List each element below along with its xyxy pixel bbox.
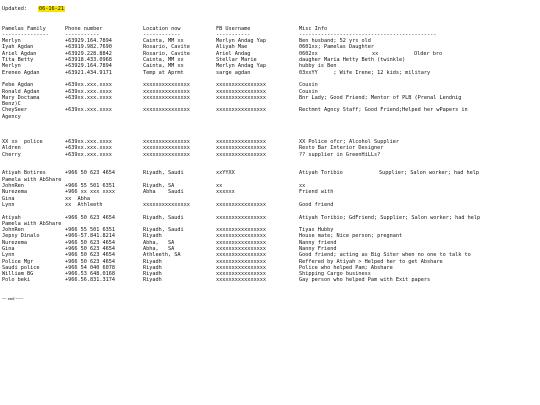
cell-phone: +63929.164.7894 [65,63,112,70]
cell-family: Merlyn [2,38,21,45]
divider-misc-info: -------------------------------------------- [299,31,437,38]
cell-fb-username: xxxxxxxxxxxxxxxx [216,239,266,246]
cell-misc-info: XX Police ofcr; Alcohol Supplier [299,138,399,145]
cell-family: JohnRen [2,183,24,190]
divider-phone: ----------- [65,31,100,38]
cell-phone: +966-57.841.8214 [65,233,115,240]
cell-phone: +639xx.xxx.xxxx [65,107,112,114]
cell-misc-info: Friend with [299,189,334,196]
cell-phone: +639xx.xxx.xxxx [65,82,112,89]
cell-misc-info: Resto Bar Interior Designer [299,145,384,152]
cell-location: Abha, SA [143,239,175,246]
updated-date-highlight: 06-16-21 [39,6,64,12]
cell-fb-username: xxxxxxxxxxxxxxxx [216,88,266,95]
cell-misc-info: Police who helped Pam; Abshare [299,264,393,271]
header-misc-info: Misc Info [299,25,328,32]
cell-family: Atiyah [2,214,21,221]
cell-phone: xx Abha [65,195,90,202]
cell-location: Rosario, Cavite [143,44,190,51]
cell-family: Merlyn [2,63,21,70]
cell-location: Riyadh, Saudi [143,214,184,221]
cell-misc-info: 0602xx [299,50,318,57]
cell-misc-info: Tiyas Hubby [299,227,334,234]
cell-fb-username: xxxxxxxxxxxxxxxx [216,277,266,284]
cell-family: Lynn [2,252,15,259]
cell-family: Jepsy Dinalo [2,233,40,240]
cell-phone: +63921.434.9171 [65,69,112,76]
cell-misc-info: Cousin [299,82,318,89]
cell-fb-username: xxxxxxxxxxxxxxxx [216,227,266,234]
cell-location: Riyadh [143,233,162,240]
cell-location: xxxxxxxxxxxxxxx [143,107,190,114]
cell-location: Riyadh [143,271,162,278]
cell-misc-info: daugher Maria Hetty Beth (twinkle) [299,57,406,64]
cell-family: Iyah Agdan [2,44,34,51]
cell-phone: +639xx.xxx.xxxx [65,145,112,152]
wrapped-text: Agency [2,113,21,120]
cell-misc-info: Rectmnt Agncy Staff; Good Friend;Helped her wPapers in [299,107,468,114]
wrapped-text: Pamela with AbShare [2,176,62,183]
cell-fb-username: Aliyah Mae [216,44,248,51]
cell-phone: +63929.228.8842 [65,50,112,57]
cell-location: Cainta, MM xx [143,38,184,45]
table-row [2,202,538,208]
cell-phone: +639xx.xxx.xxxx [65,88,112,95]
cell-location: Cainta, MM xx [143,63,184,70]
cell-phone: +63918.433.0968 [65,57,112,64]
cell-phone: +966 50 623 4654 [65,170,115,177]
cell-fb-username: Merlyn Andag Yap [216,38,266,45]
cell-location: Riyadh [143,264,162,271]
cell-fb-username: xxxxxxxxxxxxxxxx [216,151,266,158]
cell-location: Temp at Aprmt [143,69,184,76]
cell-fb-username: Stellar Marie [216,57,257,64]
cell-misc-info: 03xxYY ; Wife Irene; 12 kids; military [299,69,431,76]
table-row [2,152,538,158]
cell-misc-extra: Supplier; Salon worker; had help [379,170,479,177]
cell-fb-username: xxxxxxxxxxxxxxxx [216,145,266,152]
cell-phone: +966 55 501 6351 [65,227,115,234]
cell-family: Aldren [2,145,21,152]
wrapped-line [2,114,538,120]
cell-phone: +966.56.831.3174 [65,277,115,284]
cell-location: xxxxxxxxxxxxxxx [143,88,190,95]
table-row [2,70,538,76]
cell-fb-username: xxxxxxxxxxxxxxxx [216,252,266,259]
cell-family: Mary Doctama [2,94,40,101]
cell-family: Atiyah Botires [2,170,46,177]
cell-fb-username: xxxxxxxxxxxxxxxx [216,138,266,145]
cell-fb-username: xxxxxxxxxxxxxxxx [216,214,266,221]
cell-fb-username: xxxxxxxxxxxxxxxx [216,271,266,278]
cell-location: Riyadh, SA [143,183,175,190]
cell-phone: +639xx.xxx.xxxx [65,94,112,101]
cell-misc-info: Good friend [299,201,334,208]
cell-location: Cainta, MM xx [143,57,184,64]
header-phone: Phone number [65,25,103,32]
cell-fb-username: Merlyn Andag Yap [216,63,266,70]
cell-phone: +966 54 040 6078 [65,264,115,271]
cell-family: Polo beki [2,277,31,284]
cell-fb-username: xxYYXX [216,170,235,177]
cell-misc-info: Bnr Lady; Good Friend; Mentor of PLB (Prenal Lendnig [299,94,462,101]
cell-family: Ronald Agdan [2,88,40,95]
cell-phone: +966 xx xxx xxxx [65,189,115,196]
cell-location: Abha, SA [143,245,175,252]
cell-misc-info: Gay person who helped Pam with Exit papers [299,277,431,284]
divider-location: ------------ [143,31,181,38]
cell-location: Riyadh, Saudi [143,170,184,177]
cell-misc-info: Atiyah Toribio; GdFriend; Supplier; Salon worker; had help [299,214,481,221]
cell-phone: +966 50 623 4654 [65,245,115,252]
cell-family: Nurezema [2,239,27,246]
cell-family: Febe Agdan [2,82,34,89]
cell-location: xxxxxxxxxxxxxxx [143,94,190,101]
cell-family: XX xx police [2,138,43,145]
cell-misc-info: Reffered by Atiyah > Helped her to get Abshare [299,258,443,265]
cell-fb-username: sarge agdan [216,69,251,76]
cell-phone: +966 50 623 4654 [65,258,115,265]
cell-misc-info: Nanny Friend [299,245,337,252]
cell-family: Nurezema [2,189,27,196]
cell-fb-username: xxxxxxxxxxxxxxxx [216,258,266,265]
cell-family: Gina [2,245,15,252]
end-marker: --- end ----- [2,296,24,302]
cell-phone: +966 55 501 6351 [65,183,115,190]
cell-location: xxxxxxxxxxxxxxx [143,82,190,89]
cell-phone: +966 50 623 4654 [65,252,115,259]
cell-fb-username: xxxxxxxxxxxxxxxx [216,245,266,252]
cell-phone: +63919.982.7690 [65,44,112,51]
cell-location: Abha Saudi [143,189,184,196]
cell-location: Riyadh [143,277,162,284]
cell-family: CheySeer [2,107,27,114]
cell-fb-username: xxxxxxxxxxxxxxxx [216,82,266,89]
cell-family: Ariel Agdan [2,50,37,57]
cell-location: Riyadh, Saudi [143,227,184,234]
cell-fb-username: xxxxxxxxxxxxxxxx [216,94,266,101]
header-family: Pamelas Family [2,25,46,32]
cell-fb-username: xxxxxxxxxxxxxxxx [216,107,266,114]
cell-misc-info: Nanny friend [299,239,337,246]
cell-location: Riyadh [143,258,162,265]
document-page [2,6,538,302]
cell-misc-info: Cousin [299,88,318,95]
cell-family: JohnRen [2,227,24,234]
cell-misc-info: Ben husband; 52 yrs old [299,38,371,45]
wrapped-text: Pamela with AbShare [2,220,62,227]
cell-phone: +639xx.xxx.xxxx [65,138,112,145]
cell-misc-info: xx [299,183,306,190]
cell-phone: +639xx.xxx.xxxx [65,151,112,158]
cell-misc-xx: xx [372,50,379,57]
cell-phone: +966.53 648.0168 [65,271,115,278]
cell-fb-username: xx [216,183,223,190]
cell-phone: xx Athleeth [65,201,103,208]
cell-misc-info: 0601xx; Pamelas Daughter [299,44,374,51]
cell-phone: +63929.164.7894 [65,38,112,45]
cell-phone: +966 50 623 4654 [65,239,115,246]
updated-label: Updated: [2,6,27,12]
cell-family: Cherry [2,151,21,158]
updated-line [2,6,538,13]
cell-misc-info: Good friend; acting as Big Siter when no one to talk to [299,252,471,259]
cell-fb-username: xxxxxxxxxxxxxxxx [216,264,266,271]
cell-family: Lynn [2,201,15,208]
cell-location: xxxxxxxxxxxxxxx [143,145,190,152]
cell-phone: +966 50 623 4654 [65,214,115,221]
divider-family: --------------- [2,31,49,38]
cell-family: Ereneo Agdan [2,69,40,76]
cell-location: Rosario, Cavite [143,50,190,57]
cell-misc-info: Atiyah Toribio [299,170,343,177]
cell-location: xxxxxxxxxxxxxxx [143,138,190,145]
cell-family: Gina [2,195,15,202]
cell-fb-username: xxxxxx [216,189,235,196]
cell-fb-username: Ariel Andag [216,50,251,57]
cell-misc-info: House mate; Nice person; pregnant [299,233,403,240]
cell-location: xxxxxxxxxxxxxxx [143,201,190,208]
cell-family: Police Mgr [2,258,34,265]
cell-family: Tita Betty [2,57,34,64]
header-fb-username: FB Username [216,25,251,32]
header-location: Location now [143,25,181,32]
divider-fb-username: ----------- [216,31,251,38]
cell-fb-username: xxxxxxxxxxxxxxxx [216,201,266,208]
cell-location: xxxxxxxxxxxxxxx [143,151,190,158]
wrapped-text: Benz)C [2,101,21,108]
cell-location: Athleeth, SA [143,252,181,259]
cell-misc-extra: Older bro [414,50,443,57]
cell-misc-info: ?? supplier in GreenHiLLs? [299,151,381,158]
table-row [2,277,538,283]
cell-family: Saudi police [2,264,40,271]
cell-misc-info: Shipping Cargo business [299,271,371,278]
cell-misc-info: hubby is Ben [299,63,337,70]
cell-family: William BG [2,271,34,278]
cell-fb-username: xxxxxxxxxxxxxxxx [216,233,266,240]
